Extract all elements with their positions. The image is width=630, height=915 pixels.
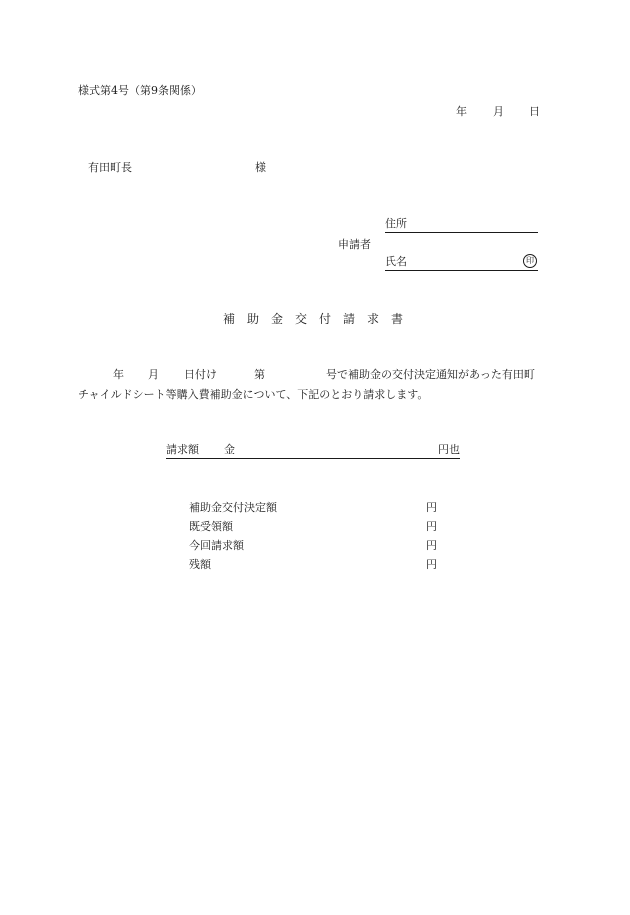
body-year-label: 年 [113, 368, 124, 381]
applicant-name-field[interactable] [385, 256, 538, 271]
body-dated-label: 日付け [184, 368, 217, 381]
request-amount-label: 請求額 [166, 443, 199, 456]
date-month-label: 月 [493, 105, 504, 118]
body-text-line2: チャイルドシート等購入費補助金について、下記のとおり請求します。 [78, 388, 429, 401]
date-day-label: 日 [529, 105, 540, 118]
name-label: 氏名 [385, 255, 407, 268]
breakdown-label-received: 既受領額 [189, 520, 233, 533]
addressee-honorific: 様 [255, 161, 266, 174]
breakdown-unit-received: 円 [426, 520, 437, 533]
breakdown-label-decided: 補助金交付決定額 [189, 501, 277, 514]
breakdown-unit-remaining: 円 [426, 558, 437, 571]
breakdown-unit-current: 円 [426, 539, 437, 552]
applicant-label: 申請者 [338, 238, 371, 251]
address-label: 住所 [385, 217, 407, 230]
request-kin-label: 金 [224, 443, 235, 456]
applicant-address-field[interactable] [385, 218, 538, 233]
addressee-name: 有田町長 [88, 161, 132, 174]
body-number-prefix: 第 [254, 368, 265, 381]
date-year-label: 年 [456, 105, 467, 118]
breakdown-label-remaining: 残額 [189, 558, 211, 571]
form-number: 様式第4号（第9条関係） [78, 84, 202, 97]
breakdown-unit-decided: 円 [426, 501, 437, 514]
seal-mark: 印 [523, 254, 537, 268]
body-text-line1: 号で補助金の交付決定通知があった有田町 [326, 368, 535, 381]
request-amount-field[interactable] [166, 444, 460, 459]
request-yen-label: 円也 [438, 443, 460, 456]
document-title: 補助金交付請求書 [222, 312, 415, 326]
body-month-label: 月 [148, 368, 159, 381]
breakdown-label-current: 今回請求額 [189, 539, 244, 552]
